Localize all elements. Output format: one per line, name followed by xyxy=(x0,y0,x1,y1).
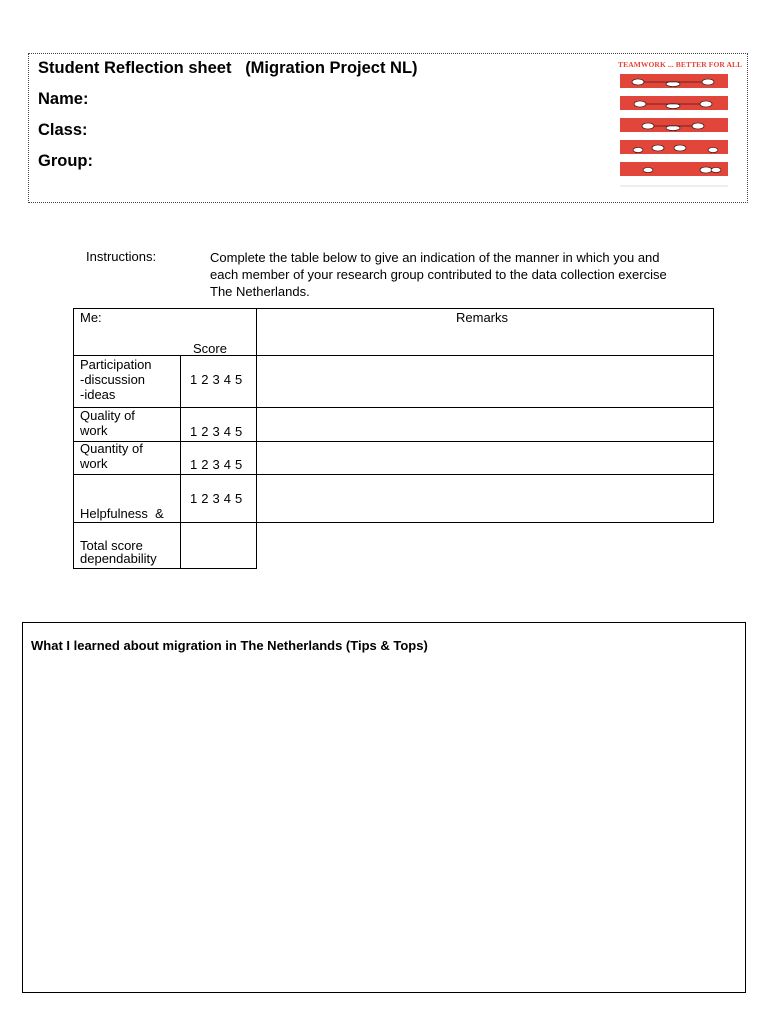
row-label-line: work xyxy=(80,456,108,471)
row-label-line: -ideas xyxy=(80,387,116,402)
teamwork-poster-image xyxy=(618,60,743,192)
name-label: Name: xyxy=(38,90,89,108)
row-label-quality xyxy=(80,408,135,438)
total-score-label: Total score xyxy=(80,538,143,553)
total-score-cell[interactable] xyxy=(180,522,257,569)
row-label-line: Quantity of xyxy=(80,441,143,456)
instructions-line: The Netherlands. xyxy=(210,284,310,299)
me-label: Me: xyxy=(80,310,102,325)
class-label: Class: xyxy=(38,121,88,139)
score-scale: 1 2 3 4 5 xyxy=(190,457,243,472)
row-label-quantity xyxy=(80,441,143,471)
poster-title: TEAMWORK ... BETTER FOR ALL xyxy=(618,60,743,69)
instructions-label: Instructions: xyxy=(86,249,157,264)
learned-title: What I learned about migration in The Netherlands (Tips & Tops) xyxy=(31,638,428,653)
remarks-header: Remarks xyxy=(456,310,509,325)
row-label-line: Helpfulness & xyxy=(80,506,164,521)
instructions-line: Complete the table below to give an indication of the manner in which you and xyxy=(210,250,660,265)
row-label-line: -discussion xyxy=(80,372,146,387)
score-scale: 1 2 3 4 5 xyxy=(190,372,243,387)
score-scale: 1 2 3 4 5 xyxy=(190,491,243,506)
row-label-line: Quality of xyxy=(80,408,135,423)
row-label-line: work xyxy=(80,423,108,438)
row-label-line: dependability xyxy=(80,551,157,566)
instructions-text xyxy=(210,249,730,300)
group-label: Group: xyxy=(38,152,93,170)
learned-box[interactable] xyxy=(22,622,746,993)
row-label-participation xyxy=(80,357,152,402)
sheet-title: Student Reflection sheet (Migration Project NL) xyxy=(38,59,418,77)
score-header: Score xyxy=(193,341,227,356)
poster-panels xyxy=(618,72,732,192)
table-row-remarks-cell[interactable] xyxy=(256,407,714,442)
score-scale: 1 2 3 4 5 xyxy=(190,424,243,439)
table-row-remarks-cell[interactable] xyxy=(256,474,714,523)
table-row-remarks-cell[interactable] xyxy=(256,355,714,408)
table-row-remarks-cell[interactable] xyxy=(256,441,714,475)
row-label-line: Participation xyxy=(80,357,152,372)
instructions-line: each member of your research group contributed to the data collection exercise xyxy=(210,267,667,282)
